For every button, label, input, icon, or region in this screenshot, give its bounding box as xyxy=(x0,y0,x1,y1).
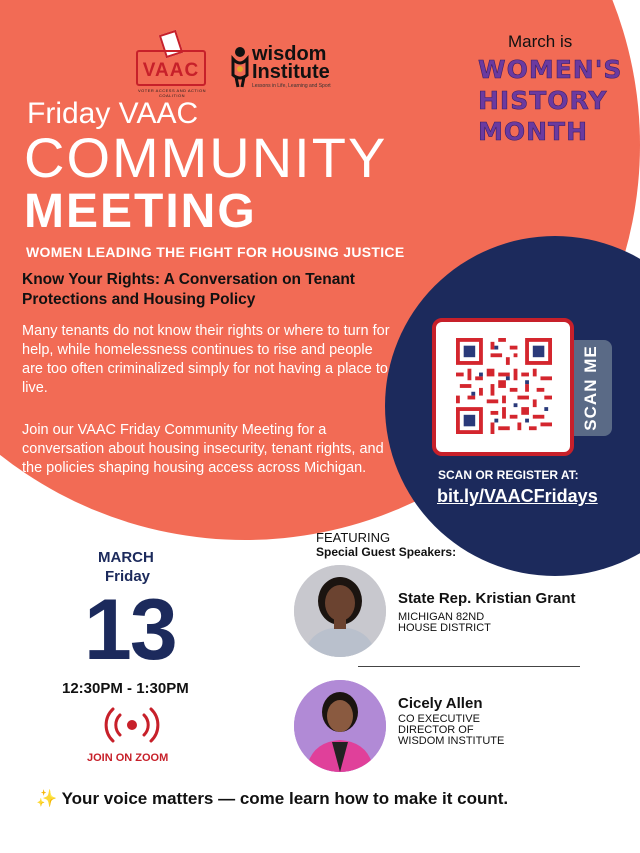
womens-history-month-logo xyxy=(478,54,628,147)
scan-register-label: SCAN OR REGISTER AT: xyxy=(438,468,579,482)
tagline: WOMEN LEADING THE FIGHT FOR HOUSING JUSTICE xyxy=(26,244,405,260)
scan-me-label: SCAN ME xyxy=(581,345,600,431)
footer-text: Your voice matters — come learn how to make it count. xyxy=(61,789,509,808)
speaker-2-name: Cicely Allen xyxy=(398,695,483,712)
whm-line-2: HISTORY xyxy=(478,86,608,115)
subtitle: Know Your Rights: A Conversation on Tenant Protections and Housing Policy xyxy=(22,271,355,308)
title-community: COMMUNITY xyxy=(24,126,388,189)
event-day: 13 xyxy=(84,582,176,678)
wisdom-logo-tagline: Lessons in Life, Learning and Sport xyxy=(252,83,331,89)
vaac-logo-tagline: VOTER ACCESS AND ACTION COALITION xyxy=(138,88,206,98)
event-weekday: Friday xyxy=(105,568,151,585)
description-paragraph-2: Join our VAAC Friday Community Meeting for a conversation about housing insecurity, tenant rights, and the policies shaping housing access across Michigan. xyxy=(22,422,384,476)
event-month: MARCH xyxy=(98,549,154,566)
person-icon xyxy=(230,45,250,89)
wisdom-logo-name: wisdom Institute xyxy=(252,43,330,83)
description-paragraph-1: Many tenants do not know their rights or where to turn for help, while homelessness continues to rise and people are too often criminalized simply for not having a place to live. xyxy=(22,323,390,396)
special-guests-label: Special Guest Speakers: xyxy=(316,545,457,559)
scan-me-tab xyxy=(570,340,612,436)
person-icon xyxy=(294,680,386,772)
registration-link[interactable]: bit.ly/VAACFridays xyxy=(437,486,598,506)
speaker-1-photo xyxy=(294,565,386,657)
whm-line-3: MONTH xyxy=(478,117,589,146)
whm-line-1: WOMEN'S xyxy=(478,55,623,84)
join-on-zoom-label[interactable]: JOIN ON ZOOM xyxy=(87,752,169,764)
speaker-2-role-line: WISDOM INSTITUTE xyxy=(398,735,505,747)
speaker-1-role-line: MICHIGAN 82ND xyxy=(398,611,485,623)
speaker-2-photo xyxy=(294,680,386,772)
speaker-2-role-line: DIRECTOR OF xyxy=(398,724,474,736)
sparkle-icon: ✨ xyxy=(36,789,58,808)
event-time: 12:30PM - 1:30PM xyxy=(62,680,189,697)
footer-message xyxy=(36,789,508,809)
pre-title: Friday VAAC xyxy=(27,97,199,130)
wisdom-institute-logo xyxy=(230,45,375,95)
title-meeting: MEETING xyxy=(24,185,257,238)
speaker-1-name: State Rep. Kristian Grant xyxy=(398,590,576,607)
speaker-divider xyxy=(358,666,580,667)
vaac-logo xyxy=(128,28,210,98)
march-is-label: March is xyxy=(508,32,573,51)
qr-code-icon[interactable] xyxy=(456,338,552,434)
broadcast-icon xyxy=(96,705,168,745)
person-icon xyxy=(294,565,386,657)
vaac-logo-text: VAAC xyxy=(142,60,200,81)
speaker-2-role-line: CO EXECUTIVE xyxy=(398,713,480,725)
qr-code-card[interactable] xyxy=(432,318,574,456)
speaker-1-role-line: HOUSE DISTRICT xyxy=(398,622,491,634)
featuring-label: FEATURING xyxy=(316,530,391,545)
